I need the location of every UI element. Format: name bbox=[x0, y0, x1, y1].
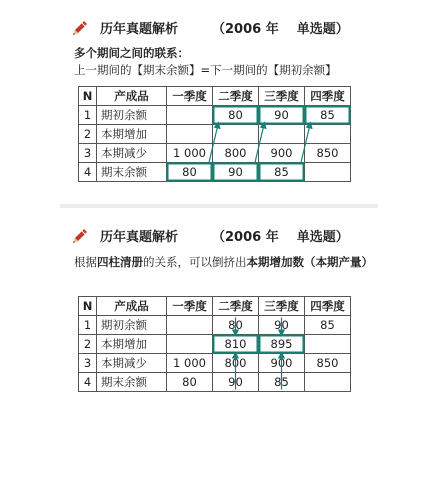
table-cell: 900 bbox=[259, 144, 305, 163]
row-label: 期末余额 bbox=[97, 373, 167, 392]
column-header: 三季度 bbox=[259, 297, 305, 316]
table-cell: 900 bbox=[259, 354, 305, 373]
row-number: 4 bbox=[79, 163, 97, 182]
column-header: 一季度 bbox=[167, 87, 213, 106]
description: 根据四柱清册的关系，可以倒挤出本期增加数（本期产量） bbox=[74, 255, 373, 269]
table-cell bbox=[167, 106, 213, 125]
column-header: 四季度 bbox=[305, 87, 351, 106]
table-row bbox=[79, 373, 351, 392]
table-cell bbox=[305, 125, 351, 144]
table-cell: 85 bbox=[259, 373, 305, 392]
table-cell: 1 000 bbox=[167, 354, 213, 373]
table-row bbox=[79, 335, 351, 354]
panel-continuity bbox=[60, 12, 378, 200]
table-cell: 85 bbox=[305, 316, 351, 335]
pencil-icon bbox=[70, 18, 90, 38]
divider bbox=[60, 204, 378, 208]
header-title: 历年真题解析 bbox=[100, 230, 179, 245]
column-header: 产成品 bbox=[97, 297, 167, 316]
table-cell: 80 bbox=[167, 373, 213, 392]
table-cell: 850 bbox=[305, 354, 351, 373]
header-year: （2006 年 单选题） bbox=[212, 230, 349, 245]
panel-back-calculation bbox=[60, 220, 378, 412]
row-label: 本期增加 bbox=[97, 335, 167, 354]
column-header: 三季度 bbox=[259, 87, 305, 106]
table-cell bbox=[213, 125, 259, 144]
table-cell bbox=[259, 125, 305, 144]
subtitle: 多个期间之间的联系： bbox=[74, 46, 189, 60]
table-cell: 85 bbox=[305, 106, 351, 125]
column-header: 产成品 bbox=[97, 87, 167, 106]
row-number: 2 bbox=[79, 335, 97, 354]
table-cell: 90 bbox=[213, 373, 259, 392]
balance-table bbox=[78, 86, 351, 182]
table-cell: 90 bbox=[213, 163, 259, 182]
table-cell: 1 000 bbox=[167, 144, 213, 163]
table-cell: 895 bbox=[259, 335, 305, 354]
table-row bbox=[79, 125, 351, 144]
table-cell bbox=[167, 335, 213, 354]
table-cell: 90 bbox=[259, 106, 305, 125]
table-cell bbox=[167, 316, 213, 335]
panel-header bbox=[70, 16, 370, 40]
table-cell: 90 bbox=[259, 316, 305, 335]
table-cell: 85 bbox=[259, 163, 305, 182]
row-number: 3 bbox=[79, 354, 97, 373]
table-row bbox=[79, 144, 351, 163]
pencil-icon bbox=[70, 226, 90, 246]
header-year: （2006 年 单选题） bbox=[212, 22, 349, 37]
balance-table bbox=[78, 296, 351, 392]
row-number: 1 bbox=[79, 316, 97, 335]
panel-header bbox=[70, 224, 370, 248]
column-header: 一季度 bbox=[167, 297, 213, 316]
table-header-row bbox=[79, 87, 351, 106]
row-number: 1 bbox=[79, 106, 97, 125]
column-header: 四季度 bbox=[305, 297, 351, 316]
column-header: 二季度 bbox=[213, 87, 259, 106]
row-number: 3 bbox=[79, 144, 97, 163]
table-row bbox=[79, 163, 351, 182]
row-label: 期初余额 bbox=[97, 316, 167, 335]
table-cell bbox=[305, 373, 351, 392]
table-cell: 80 bbox=[213, 316, 259, 335]
column-header: 二季度 bbox=[213, 297, 259, 316]
table-cell bbox=[167, 125, 213, 144]
table-cell: 80 bbox=[167, 163, 213, 182]
table-cell bbox=[305, 163, 351, 182]
header-title: 历年真题解析 bbox=[100, 22, 179, 37]
table-row bbox=[79, 354, 351, 373]
row-label: 期初余额 bbox=[97, 106, 167, 125]
table-row bbox=[79, 316, 351, 335]
table-cell: 850 bbox=[305, 144, 351, 163]
column-header: N bbox=[79, 297, 97, 316]
table-cell: 810 bbox=[213, 335, 259, 354]
row-label: 本期增加 bbox=[97, 125, 167, 144]
table-cell: 800 bbox=[213, 354, 259, 373]
rule-text: 上一期间的【期末余额】=下一期间的【期初余额】 bbox=[74, 63, 337, 77]
row-number: 4 bbox=[79, 373, 97, 392]
table-header-row bbox=[79, 297, 351, 316]
row-label: 本期减少 bbox=[97, 144, 167, 163]
table-cell bbox=[305, 335, 351, 354]
table-cell: 800 bbox=[213, 144, 259, 163]
row-label: 本期减少 bbox=[97, 354, 167, 373]
row-number: 2 bbox=[79, 125, 97, 144]
table-row bbox=[79, 106, 351, 125]
column-header: N bbox=[79, 87, 97, 106]
table-cell: 80 bbox=[213, 106, 259, 125]
row-label: 期末余额 bbox=[97, 163, 167, 182]
